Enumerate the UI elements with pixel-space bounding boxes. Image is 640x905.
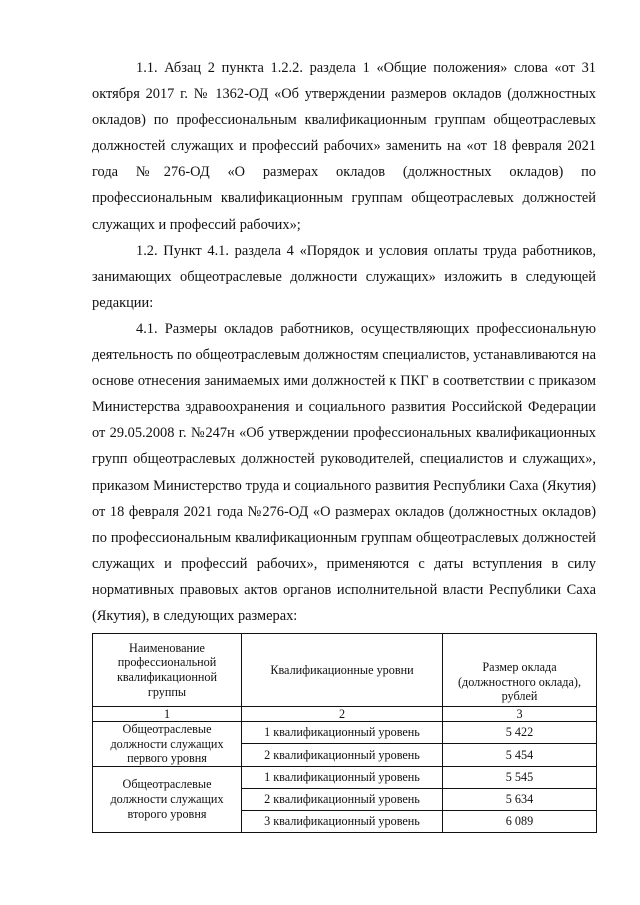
header-salary-size: Размер оклада (должностного оклада), рублей [443, 634, 597, 707]
document-body [92, 55, 596, 629]
qualification-level-cell: 2 квалификационный уровень [242, 744, 443, 766]
table-row [93, 766, 597, 788]
table-column-numbers-row [93, 707, 597, 722]
column-number: 3 [443, 707, 597, 722]
group-name-cell: Общеотраслевые должности служащих первого уровня [93, 722, 242, 767]
table-row [93, 722, 597, 744]
salary-cell: 5 634 [443, 788, 597, 810]
column-number: 2 [242, 707, 443, 722]
qualification-level-cell: 2 квалификационный уровень [242, 788, 443, 810]
salary-cell: 6 089 [443, 810, 597, 832]
header-group-name: Наименование профессиональной квалификационной группы [93, 634, 242, 707]
salary-cell: 5 422 [443, 722, 597, 744]
group-name-cell: Общеотраслевые должности служащих второго уровня [93, 766, 242, 832]
salary-table [92, 633, 597, 833]
paragraph-1-2: 1.2. Пункт 4.1. раздела 4 «Порядок и условия оплаты труда работников, занимающих общеотраслевые должности служащих» изложить в следующей редакции: [92, 242, 596, 311]
table-header-row [93, 634, 597, 707]
paragraph-1-1: 1.1. Абзац 2 пункта 1.2.2. раздела 1 «Общие положения» слова «от 31 октября 2017 г. № 1362-ОД «Об утверждении размеров окладов (должностных окладов) по профессиональным квалификационным группам общеотраслевых должностей служащих и профессий рабочих» заменить на «от 18 февраля 2021 года №276-ОД «О размерах окладов (должностных окладов) по профессиональным квалификационным группам общеотраслевых должностей служащих и профессий рабочих»; [92, 60, 596, 233]
qualification-level-cell: 1 квалификационный уровень [242, 766, 443, 788]
column-number: 1 [93, 707, 242, 722]
salary-cell: 5 454 [443, 744, 597, 766]
salary-table-container [92, 633, 596, 833]
salary-cell: 5 545 [443, 766, 597, 788]
qualification-level-cell: 3 квалификационный уровень [242, 810, 443, 832]
qualification-level-cell: 1 квалификационный уровень [242, 722, 443, 744]
paragraph-4-1: 4.1. Размеры окладов работников, осуществляющих профессиональную деятельность по общеотраслевым должностям специалистов, устанавливаются на основе отнесения занимаемых ими должностей к ПКГ в соответствии с приказом Министерства здравоохранения и социального развития Российской Федерации от 29.05.2008 г. №247н «Об утверждении профессиональных квалификационных групп общеотраслевых должностей руководителей, специалистов и служащих», приказом Министерство труда и социального развития Республики Саха (Якутия) от 18 февраля 2021 года №276-ОД «О размерах окладов (должностных окладов) по профессиональным квалификационным группам общеотраслевых должностей служащих и профессий рабочих», применяются с даты вступления в силу нормативных правовых актов органов исполнительной власти Республики Саха (Якутия), в следующих размерах: [92, 320, 596, 624]
header-qualification-levels: Квалификационные уровни [242, 634, 443, 707]
